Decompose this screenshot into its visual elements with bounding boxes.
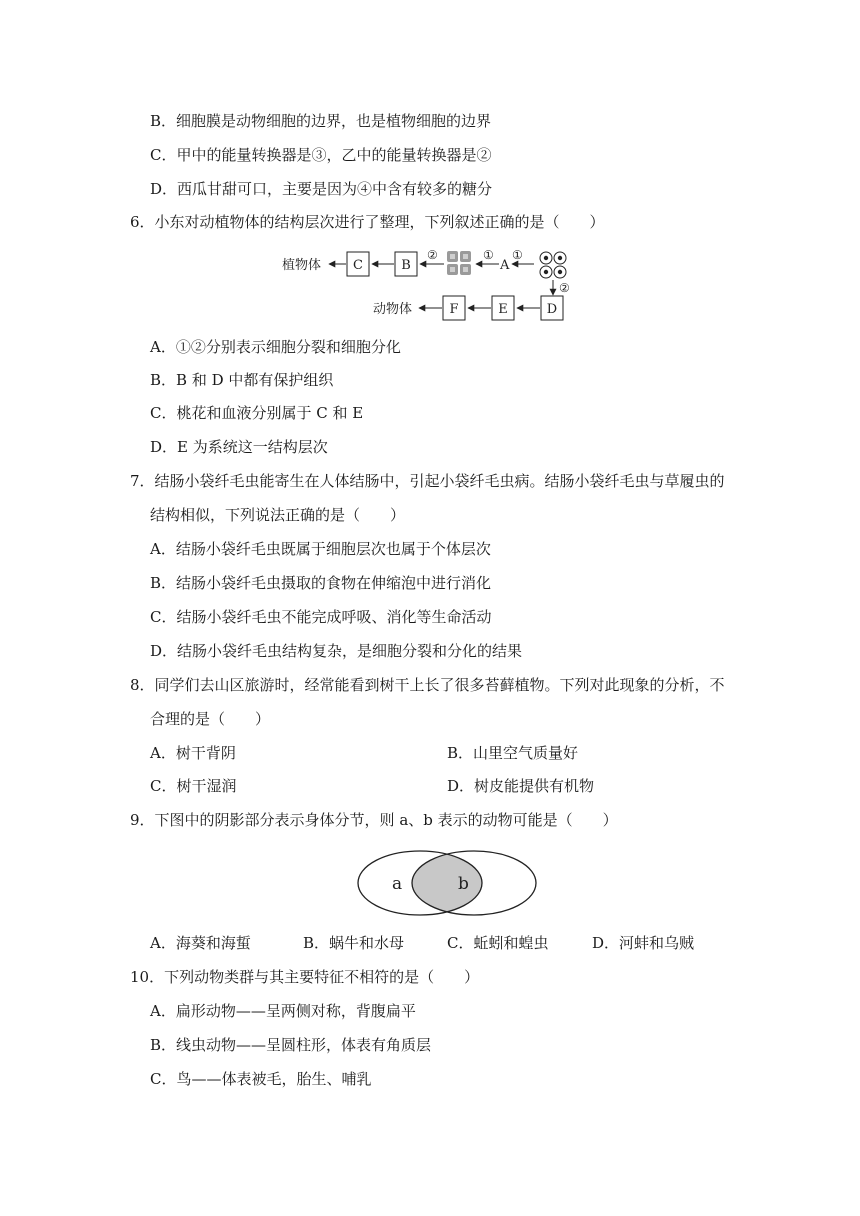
q6-stem: 6．小东对动植物体的结构层次进行了整理，下列叙述正确的是（ ） [130, 213, 605, 231]
arrow-label-2-left: ② [427, 248, 438, 262]
label-b: b [458, 874, 469, 894]
box-d-label: D [546, 302, 558, 317]
q8-option-a: A．树干背阴 [150, 744, 236, 762]
plant-body-label: 植物体 [282, 258, 322, 273]
q5-option-b: B．细胞膜是动物细胞的边界，也是植物细胞的边界 [150, 112, 492, 130]
box-b-label: B [401, 258, 411, 273]
label-a: a [392, 874, 403, 894]
box-f-label: F [449, 302, 459, 317]
q7-stem-line1: 7．结肠小袋纤毛虫能寄生在人体结肠中，引起小袋纤毛虫病。结肠小袋纤毛虫与草履虫的 [130, 472, 725, 490]
q9-option-c: C．蚯蚓和蝗虫 [447, 934, 549, 952]
q6-structure-diagram [0, 244, 860, 324]
label-a: A [500, 258, 510, 273]
q6-option-a: A．①②分别表示细胞分裂和细胞分化 [150, 338, 401, 356]
q5-option-c: C．甲中的能量转换器是③，乙中的能量转换器是② [150, 146, 492, 164]
q10-option-c: C．鸟——体表被毛，胎生、哺乳 [150, 1070, 372, 1088]
arrow-label-2-down: ② [559, 281, 570, 295]
q9-option-b: B．蜗牛和水母 [303, 934, 405, 952]
arrow-label-1-right: ① [512, 248, 523, 262]
box-c-label: C [353, 258, 363, 273]
tissue-cells-image [447, 251, 471, 275]
q6-option-b: B．B 和 D 中都有保护组织 [150, 371, 334, 389]
q7-option-d: D．结肠小袋纤毛虫结构复杂，是细胞分裂和分化的结果 [150, 642, 523, 660]
cell-group-image [540, 252, 566, 278]
q9-venn-diagram [350, 847, 550, 919]
q8-option-d: D．树皮能提供有机物 [447, 777, 595, 795]
q6-option-d: D．E 为系统这一结构层次 [150, 438, 328, 456]
animal-body-label: 动物体 [373, 302, 413, 317]
box-e-label: E [498, 302, 508, 317]
q5-option-d: D．西瓜甘甜可口，主要是因为④中含有较多的糖分 [150, 180, 493, 198]
q10-option-a: A．扁形动物——呈两侧对称，背腹扁平 [150, 1002, 416, 1020]
arrow-label-1-mid: ① [483, 248, 494, 262]
q9-option-a: A．海葵和海蜇 [150, 934, 251, 952]
q9-stem: 9．下图中的阴影部分表示身体分节，则 a、b 表示的动物可能是（ ） [130, 811, 618, 829]
q7-option-c: C．结肠小袋纤毛虫不能完成呼吸、消化等生命活动 [150, 608, 492, 626]
q7-stem-line2: 结构相似，下列说法正确的是（ ） [150, 506, 406, 524]
q8-stem-line2: 合理的是（ ） [150, 710, 271, 728]
q8-option-b: B．山里空气质量好 [447, 744, 579, 762]
q10-option-b: B．线虫动物——呈圆柱形，体表有角质层 [150, 1036, 432, 1054]
q7-option-b: B．结肠小袋纤毛虫摄取的食物在伸缩泡中进行消化 [150, 574, 492, 592]
q7-option-a: A．结肠小袋纤毛虫既属于细胞层次也属于个体层次 [150, 540, 491, 558]
q9-option-d: D．河蚌和乌贼 [592, 934, 695, 952]
q8-option-c: C．树干湿润 [150, 777, 237, 795]
q8-stem-line1: 8．同学们去山区旅游时，经常能看到树干上长了很多苔藓植物。下列对此现象的分析，不 [130, 676, 725, 694]
q10-stem: 10．下列动物类群与其主要特征不相符的是（ ） [130, 968, 480, 986]
q6-option-c: C．桃花和血液分别属于 C 和 E [150, 404, 364, 422]
